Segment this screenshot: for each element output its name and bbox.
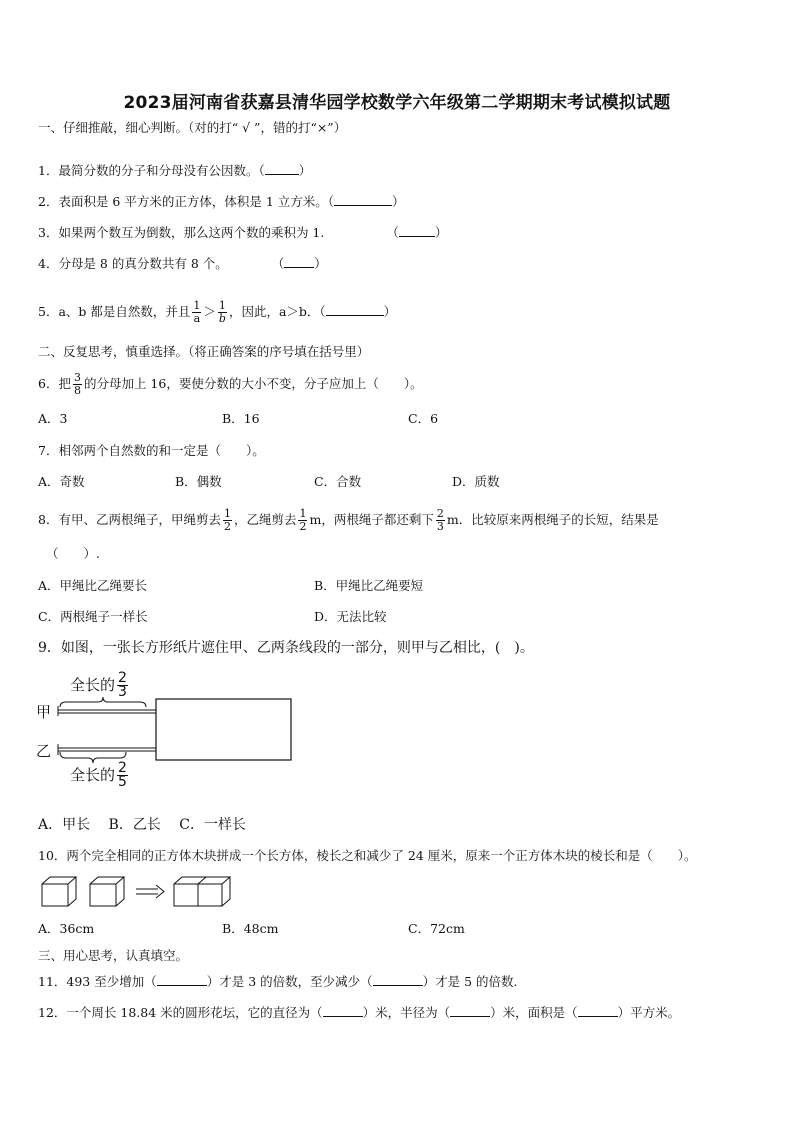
question-1: 1．最简分数的分子和分母没有公因数。（ ） — [38, 163, 312, 178]
section-3-heading: 三、用心思考，认真填空。 — [38, 948, 189, 963]
question-10: 10．两个完全相同的正方体木块拼成一个长方体，棱长之和减少了 24 厘米，原来一个正方体木块的棱长和是（ ）。 — [38, 848, 697, 863]
option-c[interactable]: C．6 — [408, 411, 439, 426]
option-b[interactable]: B．甲绳比乙绳要短 — [314, 578, 424, 593]
question-6: 6．把 $\frac{3}{8}$ 的分母加上 16，要使分数的大小不变，分子应加上（ ）。 — [38, 371, 423, 397]
answer-blank[interactable] — [450, 1004, 490, 1017]
question-2: 2．表面积是 6 平方米的正方体，体积是 1 立方米。（ ） — [38, 194, 405, 209]
question-7: 7．相邻两个自然数的和一定是（ ）。 — [38, 443, 265, 458]
answer-blank[interactable] — [157, 973, 207, 986]
option-c[interactable]: C．两根绳子一样长 — [38, 609, 148, 624]
segment-diagram — [36, 670, 306, 795]
question-9: 9．如图，一张长方形纸片遮住甲、乙两条线段的一部分，则甲与乙相比，( )。 — [38, 640, 534, 656]
answer-blank[interactable] — [334, 193, 392, 206]
option-c[interactable]: C．72cm — [408, 921, 465, 936]
question-11: 11．493 至少增加（ ）才是 3 的倍数，至少减少（ ）才是 5 的倍数. — [38, 974, 518, 989]
fraction: $\frac{3}{8}$ — [73, 371, 81, 397]
option-b[interactable]: B．48cm — [222, 921, 279, 936]
label-yi: 乙 — [36, 742, 52, 760]
answer-blank[interactable] — [326, 303, 384, 316]
answer-blank[interactable] — [265, 162, 299, 175]
question-3: 3．如果两个数互为倒数，那么这两个数的乘积为 1. （ ） — [38, 225, 448, 240]
option-b[interactable]: B．偶数 — [175, 474, 222, 489]
cubes-figure — [40, 874, 240, 913]
question-12: 12．一个周长 18.84 米的圆形花坛，它的直径为（ ）米，半径为（ ）米，面积是（ ）平方米。 — [38, 1005, 681, 1020]
top-fraction-label: 全长的 $\frac{2}{3}$ — [70, 670, 127, 700]
answer-blank[interactable] — [399, 224, 435, 237]
answer-blank[interactable] — [373, 973, 423, 986]
question-8: 8．有甲、乙两根绳子，甲绳剪去 $\frac{1}{2}$ ，乙绳剪去 $\frac{1}{2}$ m，两根绳子都还剩下 $\frac{2}{3}$ m．比较原来两根绳子的长短，结果是 — [38, 507, 659, 533]
option-a[interactable]: A．奇数 — [38, 474, 85, 489]
answer-blank[interactable] — [578, 1004, 618, 1017]
answer-blank[interactable] — [284, 255, 314, 268]
section-2-heading: 二、反复思考，慎重选择。（将正确答案的序号填在括号里） — [38, 344, 370, 359]
fraction: $\frac{1}{b}$ — [218, 299, 226, 325]
fraction: $\frac{1}{2}$ — [299, 507, 307, 533]
option-a[interactable]: A．36cm — [38, 921, 95, 936]
option-a[interactable]: A．甲绳比乙绳要长 — [38, 578, 148, 593]
bottom-fraction-label: 全长的 $\frac{2}{5}$ — [70, 760, 127, 790]
page-title: 2023届河南省获嘉县清华园学校数学六年级第二学期期末考试模拟试题 — [123, 93, 671, 113]
fraction: $\frac{1}{2}$ — [223, 507, 231, 533]
option-d[interactable]: D．无法比较 — [314, 609, 387, 624]
section-1-heading: 一、仔细推敲，细心判断。（对的打“ √ ”，错的打“×”） — [38, 120, 347, 135]
option-d[interactable]: D．质数 — [452, 474, 500, 489]
question-5: 5．a、b 都是自然数，并且 $\frac{1}{a}$ ＞ $\frac{1}{b}$ ，因此，a＞b．（ ） — [38, 299, 397, 325]
answer-blank[interactable] — [323, 1004, 363, 1017]
fraction: $\frac{2}{3}$ — [436, 507, 444, 533]
option-b[interactable]: B．16 — [222, 411, 260, 426]
question-9-options[interactable]: A．甲长 B．乙长 C．一样长 — [38, 817, 247, 833]
question-8-line-2: （ ）. — [46, 546, 100, 561]
label-jia: 甲 — [36, 703, 52, 721]
option-a[interactable]: A．3 — [38, 411, 68, 426]
question-4: 4．分母是 8 的真分数共有 8 个。 （ ） — [38, 256, 327, 271]
option-c[interactable]: C．合数 — [314, 474, 362, 489]
fraction: $\frac{1}{a}$ — [193, 299, 201, 325]
